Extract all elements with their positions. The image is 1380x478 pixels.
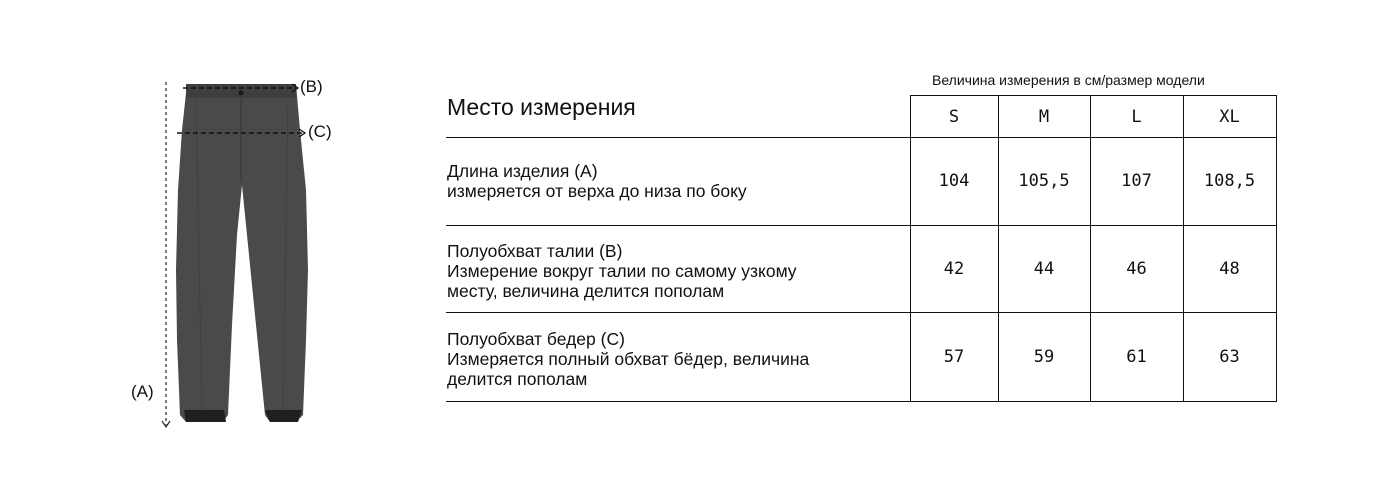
row-2-bottom-rule xyxy=(446,312,1277,313)
waist-label: (B) xyxy=(300,77,323,96)
row-length-description: измеряется от верха до низа по боку xyxy=(447,181,747,201)
row-length-value-xl: 108,5 xyxy=(1203,171,1256,191)
trousers-shape xyxy=(176,84,308,422)
row-hips-description-line-2: делится пополам xyxy=(447,369,588,389)
row-1-bottom-rule xyxy=(446,225,1277,226)
row-hips-label xyxy=(447,329,907,389)
header-top-rule xyxy=(910,95,1277,96)
row-waist-value-m: 44 xyxy=(1033,259,1055,279)
row-hips-title: Полуобхват бедер (C) xyxy=(447,329,625,349)
row-hips-value-xl: 63 xyxy=(1219,347,1240,367)
header-bottom-rule xyxy=(446,137,1277,138)
row-waist-label xyxy=(447,241,907,301)
row-waist-description-line-2: месту, величина делится пополам xyxy=(447,281,725,301)
length-label: (A) xyxy=(131,382,154,401)
size-header-s: S xyxy=(948,107,960,127)
hips-label: (C) xyxy=(308,122,332,141)
row-3-bottom-rule xyxy=(446,401,1277,402)
row-waist-value-xl: 48 xyxy=(1219,259,1240,279)
row-hips-value-l: 61 xyxy=(1126,347,1147,367)
table-heading: Место измерения xyxy=(447,94,636,120)
row-length-value-l: 107 xyxy=(1121,171,1152,191)
size-header-m: M xyxy=(1038,107,1050,127)
row-hips-value-m: 59 xyxy=(1033,347,1055,367)
trousers-illustration xyxy=(120,70,350,440)
row-waist-value-l: 46 xyxy=(1126,259,1147,279)
row-length-title: Длина изделия (A) xyxy=(447,161,598,181)
row-length-value-m: 105,5 xyxy=(1018,171,1070,191)
row-length-value-s: 104 xyxy=(938,171,970,191)
row-waist-description-line-1: Измерение вокруг талии по самому узкому xyxy=(447,261,797,281)
col-line-5 xyxy=(1276,95,1277,401)
row-length-label xyxy=(447,161,907,201)
table-caption: Величина измерения в см/размер модели xyxy=(932,72,1205,88)
left-hem xyxy=(184,410,226,422)
row-hips-description-line-1: Измеряется полный обхват бёдер, величина xyxy=(447,349,810,369)
size-header-xl: XL xyxy=(1219,107,1240,127)
row-waist-value-s: 42 xyxy=(943,259,965,279)
row-waist-title: Полуобхват талии (B) xyxy=(447,241,623,261)
right-hem xyxy=(265,410,302,422)
row-hips-value-s: 57 xyxy=(943,347,965,367)
size-header-l: L xyxy=(1131,107,1142,127)
waist-button xyxy=(239,91,244,96)
